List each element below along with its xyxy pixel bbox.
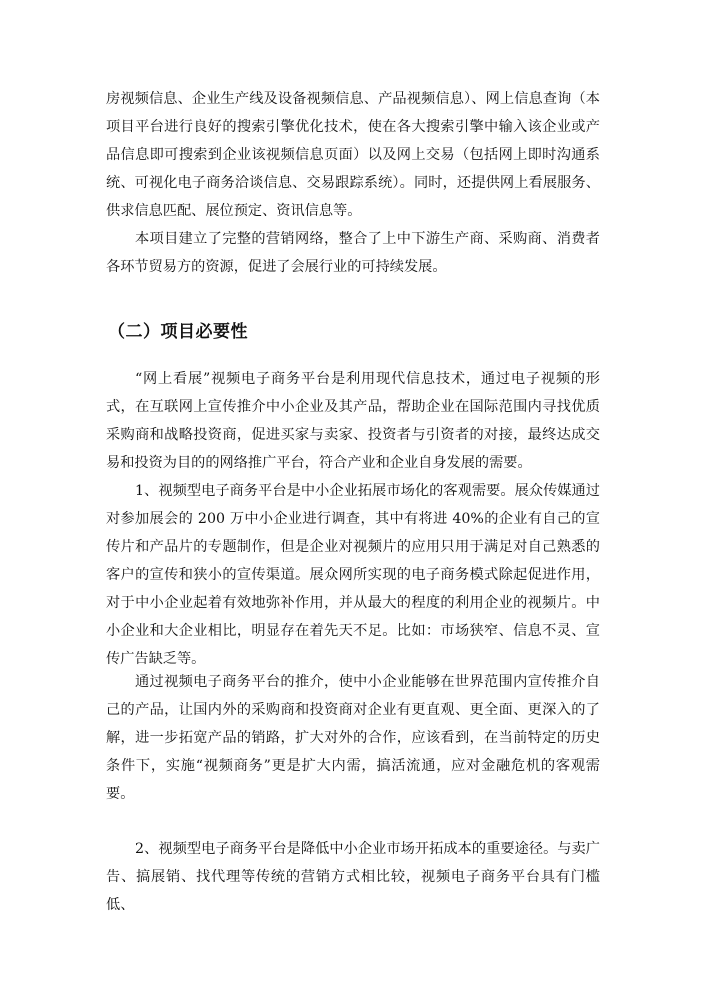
paragraph-marketing-network: 本项目建立了完整的营销网络，整合了上中下游生产商、采购商、消费者各环节贸易方的资源，促进了会展行业的可持续发展。 xyxy=(106,231,600,275)
paragraph-point-2: 2、视频型电子商务平台是降低中小企业市场开拓成本的重要途径。与卖广告、搞展销、找代理等传统的营销方式相比较，视频电子商务平台具有门槛低、 xyxy=(106,841,600,913)
paragraph-point-1: 1、视频型电子商务平台是中小企业拓展市场化的客观需要。展众传媒通过对参加展会的 200 万中小企业进行调查，其中有将进 40%的企业有自己的宣传片和产品片的专题制作，但是企业对视频片的应用只用于满足对自己熟悉的客户的宣传和狭小的宣传渠道。展众网所实现的电子商务模式除起促进作用，对于中小企业起着有效地弥补作用，并从最大的程度的利用企业的视频片。中小企业和大企业相比，明显存在着先天不足。比如：市场狭窄、信息不灵、宣传广告缺乏等。 xyxy=(106,483,600,667)
section-heading-necessity: （二）项目必要性 xyxy=(108,322,248,342)
paragraph-services-continued: 房视频信息、企业生产线及设备视频信息、产品视频信息）、网上信息查询（本项目平台进行良好的搜索引擎优化技术，使在各大搜索引擎中输入该企业或产品信息即可搜索到企业该视频信息页面）以及网上交易（包括网上即时沟通系统、可视化电子商务洽谈信息、交易跟踪系统）。同时，还提供网上看展服务、供求信息匹配、展位预定、资讯信息等。 xyxy=(106,91,600,219)
paragraph-platform-intro: “网上看展”视频电子商务平台是利用现代信息技术，通过电子视频的形式，在互联网上宣传推介中小企业及其产品，帮助企业在国际范围内寻找优质采购商和战略投资商，促进买家与卖家、投资者与引资者的对接，最终达成交易和投资为目的的网络推广平台，符合产业和企业自身发展的需要。 xyxy=(106,371,600,471)
paragraph-promotion: 通过视频电子商务平台的推介，使中小企业能够在世界范围内宣传推介自己的产品，让国内外的采购商和投资商对企业有更直观、更全面、更深入的了解，进一步拓宽产品的销路，扩大对外的合作，应该看到，在当前特定的历史条件下，实施“视频商务”更是扩大内需，搞活流通，应对金融危机的客观需要。 xyxy=(106,674,600,802)
